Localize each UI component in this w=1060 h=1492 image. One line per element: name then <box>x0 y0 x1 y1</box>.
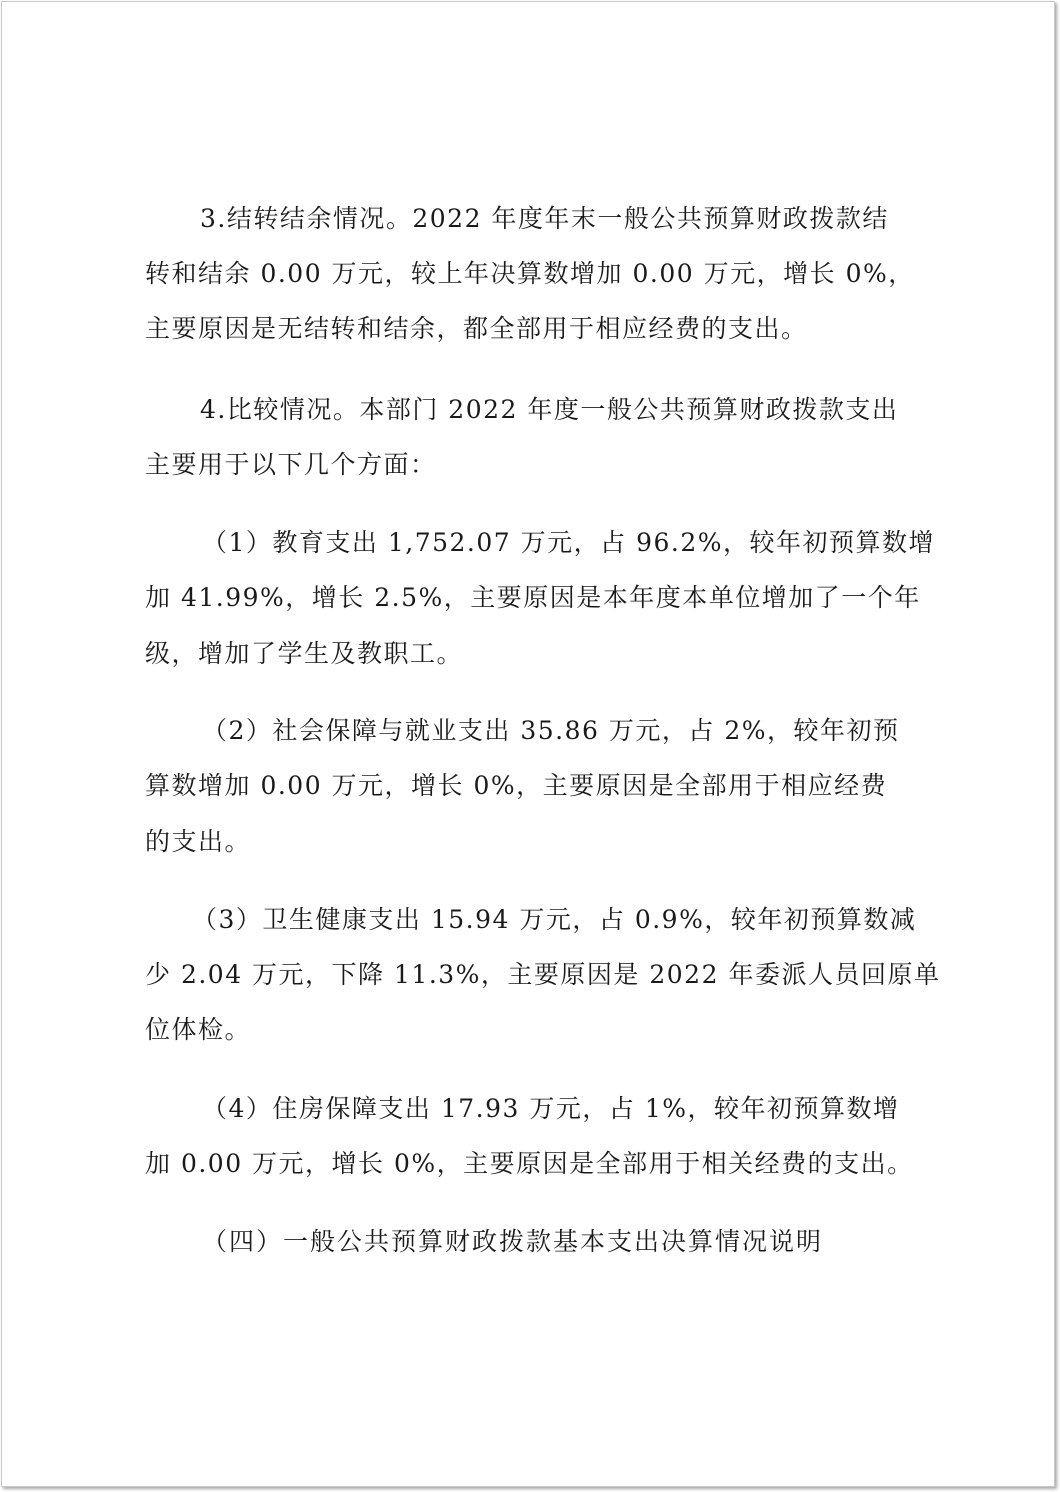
paragraph-4-line-2: 算数增加 0.00 万元，增长 0%，主要原因是全部用于相应经费 <box>145 771 888 800</box>
document-page <box>1 1 1055 1487</box>
paragraph-1-line-1: 3.结转结余情况。2022 年度年末一般公共预算财政拨款结 <box>200 204 889 233</box>
paragraph-3-line-1: （1）教育支出 1,752.07 万元，占 96.2%，较年初预算数增 <box>202 528 935 557</box>
paragraph-5-line-2: 少 2.04 万元，下降 11.3%，主要原因是 2022 年委派人员回原单 <box>145 960 941 989</box>
paragraph-3-line-2: 加 41.99%，增长 2.5%，主要原因是本年度本单位增加了一个年 <box>145 583 921 612</box>
paragraph-4-line-1: （2）社会保障与就业支出 35.86 万元，占 2%，较年初预 <box>202 716 900 745</box>
paragraph-2-line-2: 主要用于以下几个方面： <box>145 450 437 479</box>
paragraph-6-line-1: （4）住房保障支出 17.93 万元，占 1%，较年初预算数增 <box>202 1094 900 1123</box>
paragraph-5-line-1: （3）卫生健康支出 15.94 万元，占 0.9%，较年初预算数减 <box>192 905 917 934</box>
paragraph-4-line-3: 的支出。 <box>145 827 252 856</box>
paragraph-1-line-2: 转和结余 0.00 万元，较上年决算数增加 0.00 万元，增长 0%， <box>145 259 915 288</box>
paragraph-3-line-3: 级，增加了学生及教职工。 <box>145 639 464 668</box>
section-heading: （四）一般公共预算财政拨款基本支出决算情况说明 <box>202 1227 824 1256</box>
paragraph-1-line-3: 主要原因是无结转和结余，都全部用于相应经费的支出。 <box>145 314 808 343</box>
paragraph-5-line-3: 位体检。 <box>145 1015 252 1044</box>
paragraph-6-line-2: 加 0.00 万元，增长 0%，主要原因是全部用于相关经费的支出。 <box>145 1149 914 1178</box>
paragraph-2-line-1: 4.比较情况。本部门 2022 年度一般公共预算财政拨款支出 <box>200 395 899 424</box>
